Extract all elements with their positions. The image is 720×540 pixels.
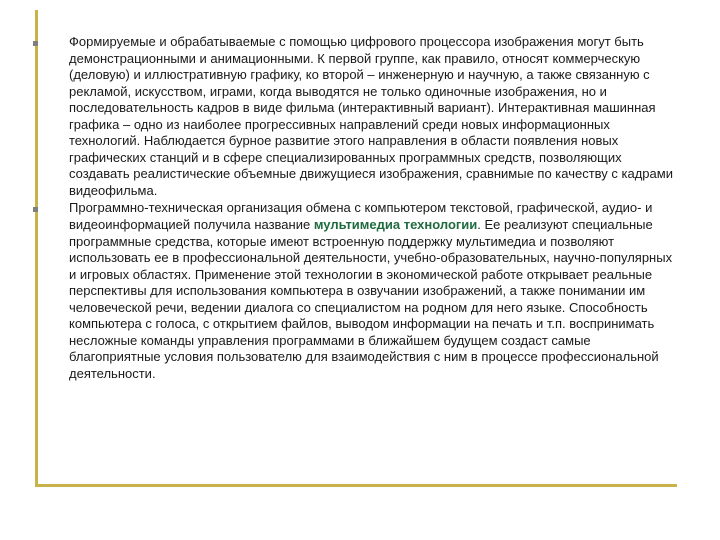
highlighted-term: мультимедиа технологии [313, 217, 478, 233]
paragraph-computer-graphics [69, 34, 680, 199]
square-bullet-icon [33, 41, 38, 46]
bullet-item-graphics [30, 34, 680, 199]
paragraph-multimedia [69, 200, 680, 382]
paragraph-text: Формируемые и обрабатываемые с помощью цифрового процессора изображения могут быть демонстрационными и анимационными. К первой группе, как правило, относят коммерческую (деловую) и иллюстративную графику, ко второй – инженерную и научную, а также связанную с рекламой, искусством, играми, когда выводятся не только одиночные изображения, но и последовательность кадров в виде фильма (интерактивный вариант). Интерактивная машинная графика – одно из наиболее прогрессивных направлений среди новых информационных технологий. Наблюдается бурное развитие этого направления в области появления новых графических станций и в сфере специализированных программных средств, позволяющих создавать реалистические объемные движущиеся изображения, сравнимые по качеству с кадрами видеофильма. [69, 34, 673, 198]
paragraph-text: Программно-техническая организация обмена с компьютером текстовой, графической, аудио- и видеоинформацией получила название [69, 200, 653, 233]
square-bullet-icon [33, 207, 38, 212]
slide-body [30, 34, 680, 383]
paragraph-text-continued: . Ее реализуют специальные программные средства, которые имеют встроенную поддержку мультимедиа и позволяют использовать ее в профессиональной деятельности, учебно-образовательных, научно-популярных и игровых областях. Применение этой технологии в экономической работе открывает реальные перспективы для использования компьютера в озвучании изображений, а также понимании им человеческой речи, ведении диалога со специалистом на родном для него языке. Способность компьютера с голоса, с открытием файлов, выводом информации на печать и т.п. воспринимать несложные команды управления программами в ближайшем будущем создаст самые благоприятные условия пользователю для взаимодействия с ним в процессе профессиональной деятельности. [69, 217, 673, 381]
bullet-item-multimedia [30, 200, 680, 382]
horizontal-accent-rule [35, 484, 677, 487]
